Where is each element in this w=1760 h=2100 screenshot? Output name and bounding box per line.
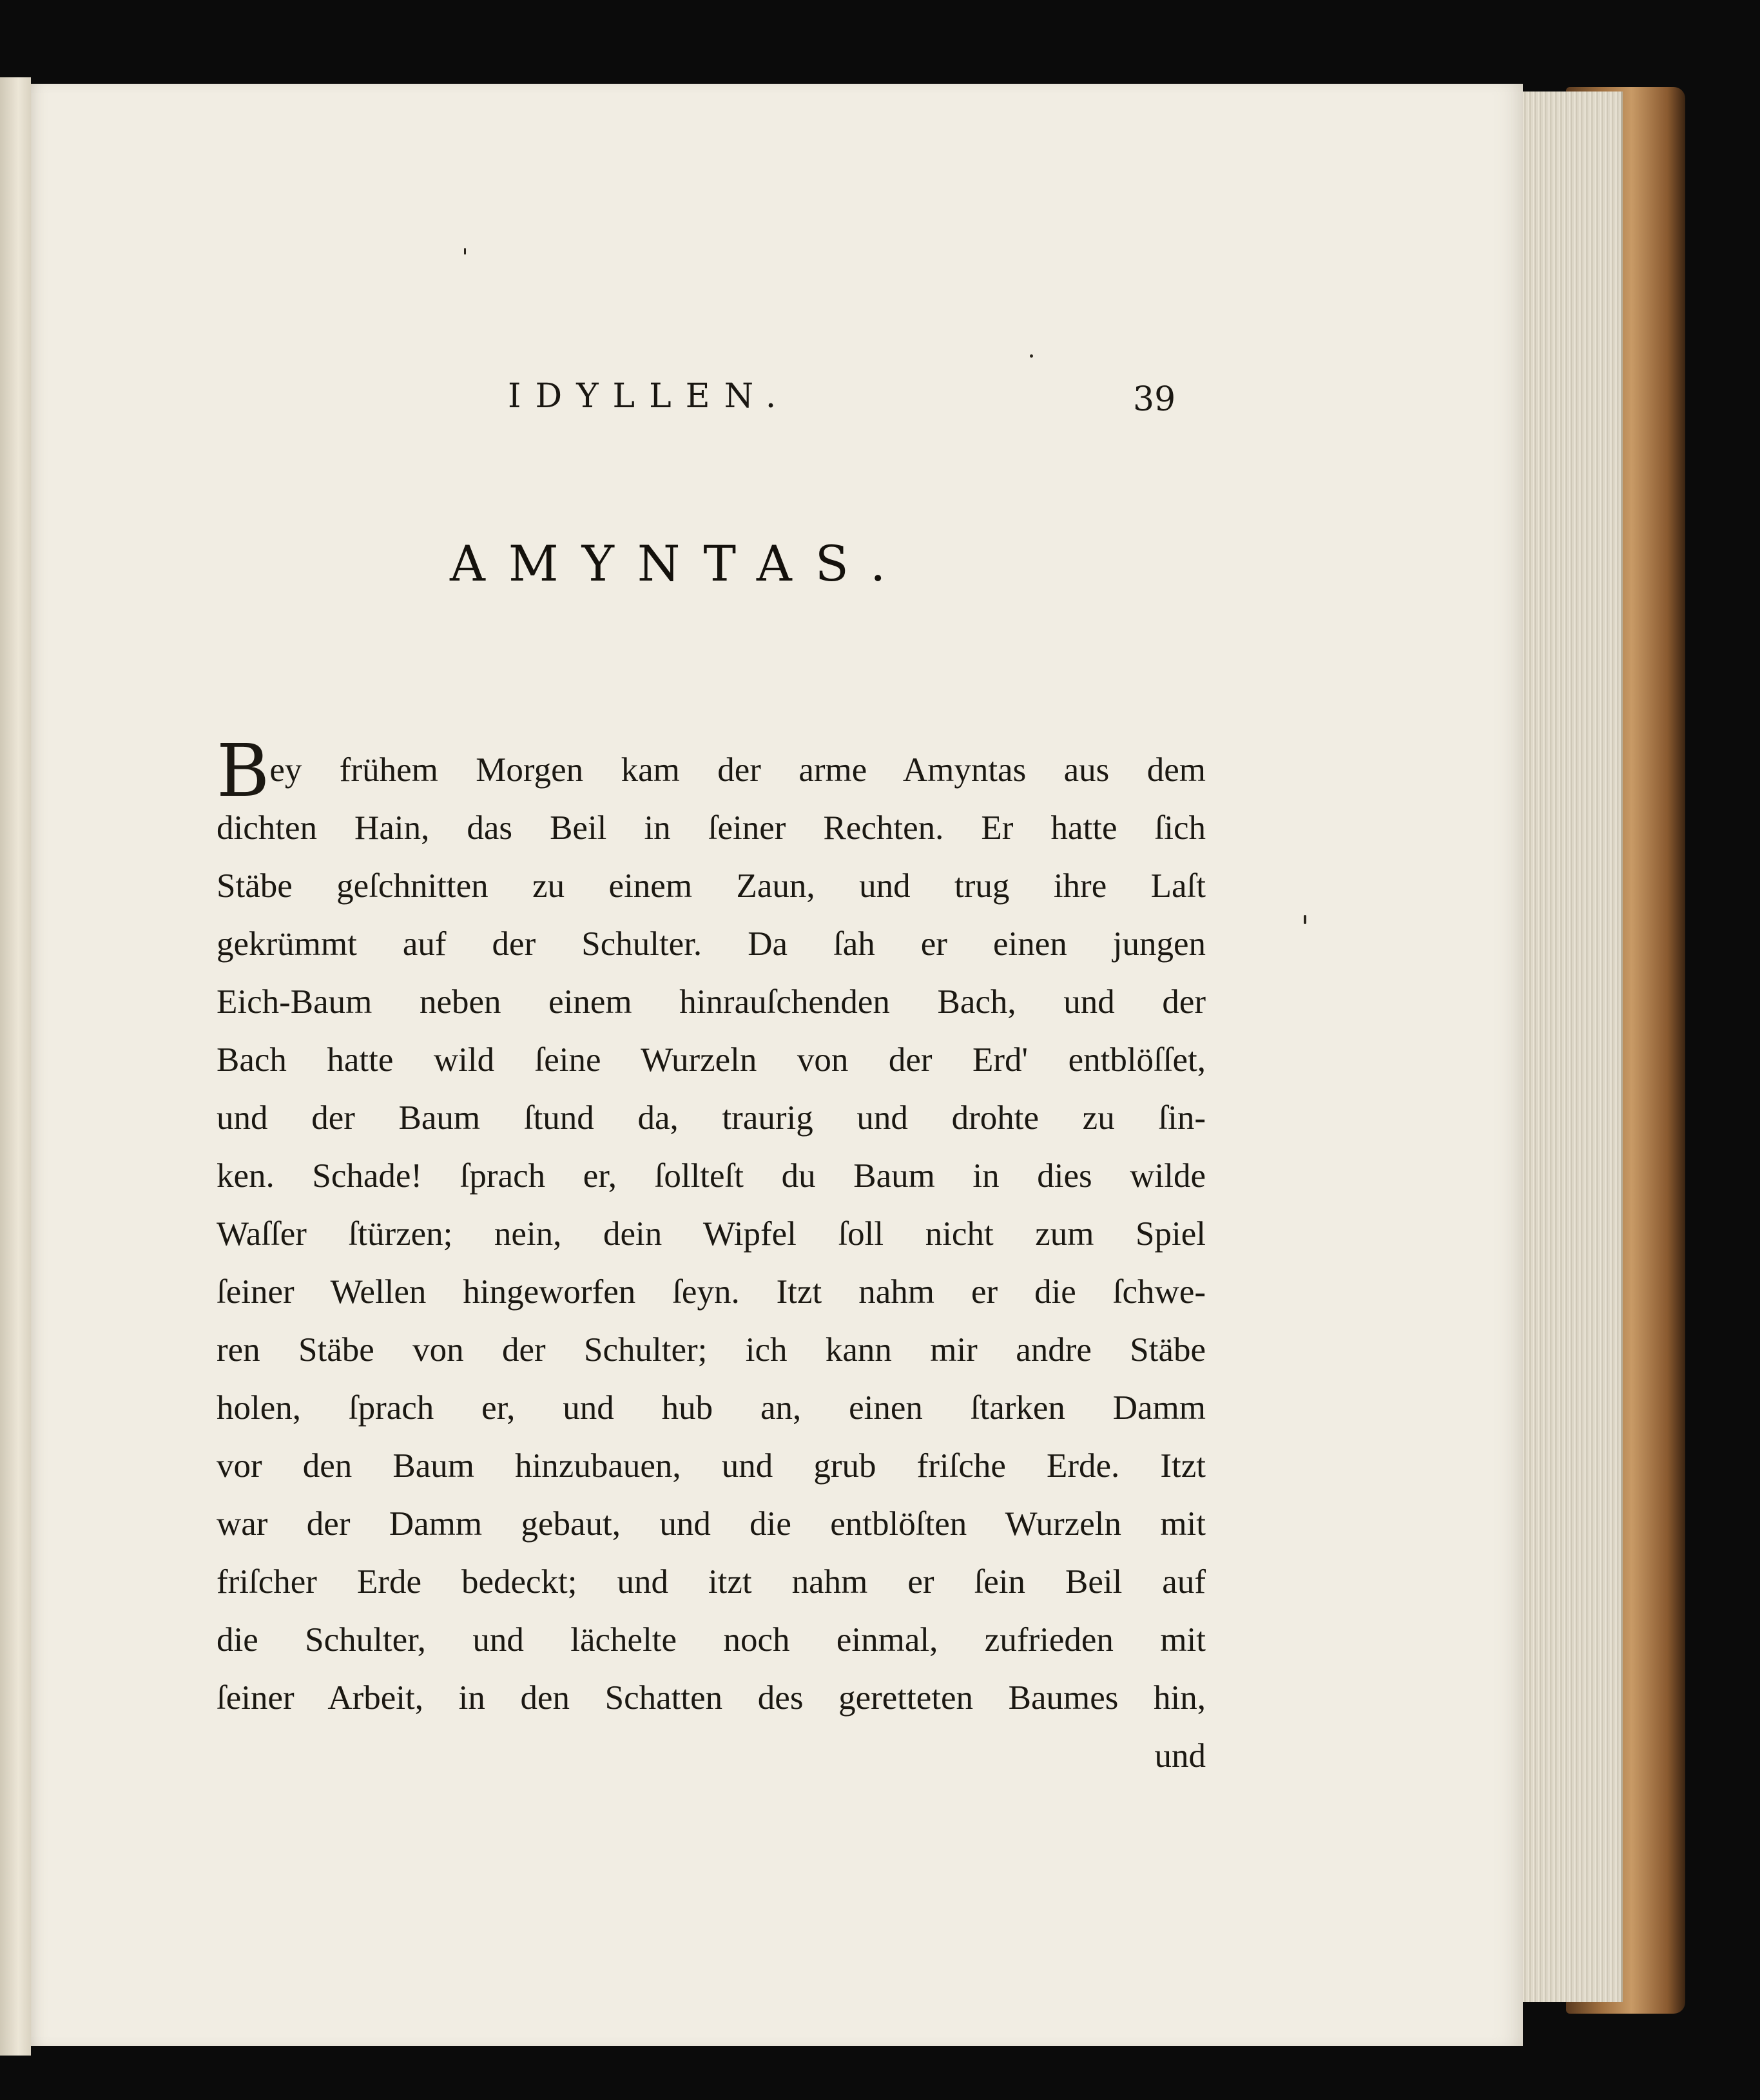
- left-page-edge: [0, 77, 31, 2056]
- running-title: IDYLLEN.: [508, 377, 791, 416]
- text-line: [217, 1437, 1206, 1495]
- text-line: [217, 1669, 1206, 1727]
- page-header: [31, 84, 1523, 148]
- text-line-content: holen, ſprach er, und hub an, einen ſtarken Damm: [217, 1389, 1206, 1427]
- text-line: [217, 915, 1206, 973]
- text-line-content: ſeiner Wellen hingeworfen ſeyn. Itzt nahm er die ſchwe-: [217, 1273, 1206, 1311]
- page-number: 39: [1133, 380, 1176, 419]
- text-line-content: und der Baum ſtund da, traurig und drohte zu ſin-: [217, 1099, 1206, 1137]
- text-line-content: ey frühem Morgen kam der arme Amyntas aus dem: [269, 751, 1206, 789]
- drop-cap: B: [217, 729, 270, 813]
- page-block-edges: [1511, 92, 1623, 2002]
- catchword-text: und: [1154, 1737, 1206, 1775]
- text-line: [217, 1611, 1206, 1669]
- text-line-content: ken. Schade! ſprach er, ſollteſt du Baum in dies wilde: [217, 1157, 1206, 1195]
- text-line-content: Bach hatte wild ſeine Wurzeln von der Erd' entblöſſet,: [217, 1041, 1206, 1079]
- text-line-content: die Schulter, und lächelte noch einmal, zufrieden mit: [217, 1621, 1206, 1659]
- text-line: [217, 729, 1206, 813]
- text-line: [217, 1147, 1206, 1205]
- section-title: AMYNTAS.: [450, 535, 909, 592]
- text-line: [217, 1379, 1206, 1437]
- text-line-content: Waſſer ſtürzen; nein, dein Wipfel ſoll nicht zum Spiel: [217, 1215, 1206, 1253]
- text-line: [217, 1263, 1206, 1321]
- text-line: [217, 1553, 1206, 1611]
- text-line-content: vor den Baum hinzubauen, und grub friſche Erde. Itzt: [217, 1447, 1206, 1485]
- paper-speck: [464, 248, 466, 255]
- text-line: [217, 1089, 1206, 1147]
- text-line: [217, 1031, 1206, 1089]
- text-line-content: ren Stäbe von der Schulter; ich kann mir andre Stäbe: [217, 1331, 1206, 1369]
- catchword: [217, 1727, 1206, 1785]
- text-line: [217, 1205, 1206, 1263]
- text-line-content: Eich-Baum neben einem hinrauſchenden Bach, und der: [217, 983, 1206, 1021]
- paper-speck: [1304, 915, 1306, 924]
- text-line-content: dichten Hain, das Beil in ſeiner Rechten. Er hatte ſich: [217, 809, 1206, 847]
- text-line: [217, 973, 1206, 1031]
- text-line: [217, 799, 1206, 857]
- book-page: [31, 84, 1523, 2046]
- text-line: [217, 857, 1206, 915]
- text-line-content: Stäbe geſchnitten zu einem Zaun, und trug ihre Laſt: [217, 867, 1206, 905]
- text-line: [217, 1321, 1206, 1379]
- text-line-content: ſeiner Arbeit, in den Schatten des geretteten Baumes hin,: [217, 1679, 1206, 1717]
- text-line: [217, 1495, 1206, 1553]
- text-line-content: gekrümmt auf der Schulter. Da ſah er einen jungen: [217, 925, 1206, 963]
- text-line-content: war der Damm gebaut, und die entblöſten Wurzeln mit: [217, 1505, 1206, 1543]
- text-line-content: friſcher Erde bedeckt; und itzt nahm er ſein Beil auf: [217, 1563, 1206, 1601]
- body-text: [217, 729, 1206, 1785]
- paper-speck: [1030, 354, 1033, 358]
